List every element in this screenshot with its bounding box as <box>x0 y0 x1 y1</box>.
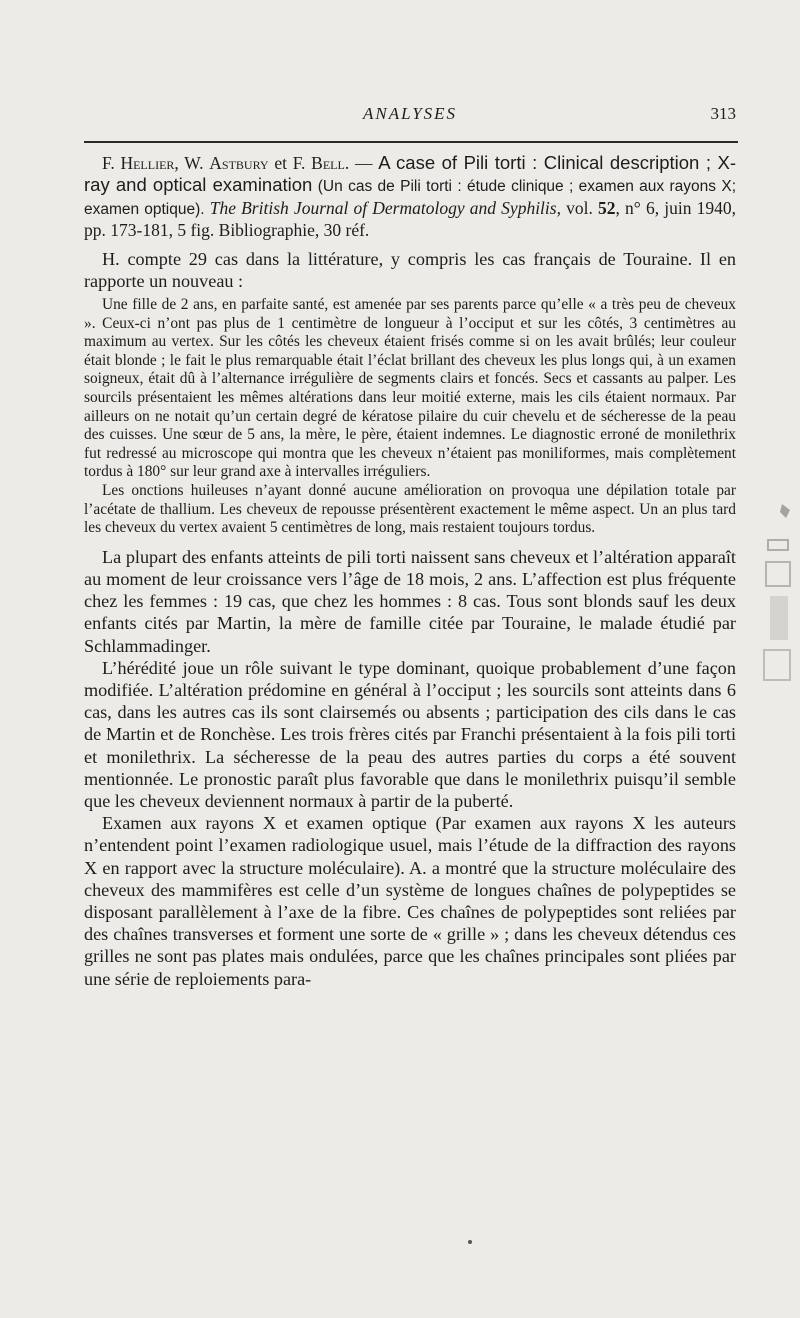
author-separator-2: et F. <box>268 153 312 173</box>
body-paragraph-2: L’hérédité joue un rôle suivant le type dominant, quoique probablement d’une façon modifiée. L’altération prédomine en général à l’occiput ; les sourcils sont atteints dans 6 cas, dans les autres cas ils sont clairsemés ou absents ; participation des cils dans le cas de Martin et de Ronchèse. Les trois frères cités par Franchi présentaient à la fois pili torti et monilethrix. La sécheresse de la peau des autres parties du corps a été souvent mentionnée. Le pronostic paraît plus favorable que dans le monilethrix puisqu’il semble que les cheveux deviennent normaux à partir de la puberté. <box>84 657 736 811</box>
body-paragraph-3: Examen aux rayons X et examen optique (Par examen aux rayons X les auteurs n’entendent point l’examen radiologique usuel, mais l’étude de la diffraction des rayons X en rapport avec la structure moléculaire). A. a montré que la structure moléculaire des cheveux des mammifères est celle d’un système de longues chaînes de polypeptides se disposant parallèlement à l’axe de la fibre. Ces chaînes de polypeptides sont reliées par des chaînes transverses et forment une sorte de « grille » ; dans les cheveux détendus ces grilles ne sont pas plates mais ondulées, parce que les chaînes principales sont pliées par une série de reploiements para- <box>84 813 736 989</box>
author-initial-1: F. <box>102 153 121 173</box>
library-stamp <box>760 500 796 690</box>
page-number: 313 <box>710 104 736 123</box>
bibliographic-reference <box>84 152 736 242</box>
running-title: ANALYSES <box>362 104 458 123</box>
author-hellier: Hellier <box>120 153 175 173</box>
header-rule <box>84 141 738 143</box>
english-title: A case of Pili torti : Clinical description ; X-ray and optical examination <box>84 152 737 196</box>
ink-speck <box>468 1240 472 1244</box>
volume-number: 52 <box>598 197 616 218</box>
journal-name: The British Journal of Dermatology and Syphilis, <box>209 197 561 218</box>
author-separator-1: , W. <box>174 153 210 173</box>
case-paragraph-2: Les onctions huileuses n’ayant donné aucune amélioration on provoqua une dépilation totale par l’acétate de thallium. Les cheveux de repousse présentèrent exactement le même aspect. Un an plus tard les cheveux du vertex avaient 5 centimètres de long, mais restaient toujours tordus. <box>84 481 736 537</box>
author-bell: Bell <box>311 153 345 173</box>
author-dash: . — <box>344 153 379 173</box>
french-title: (Un cas de Pili torti : étude clinique ; examen aux rayons X; examen optique). <box>84 178 737 218</box>
article-body <box>84 152 736 990</box>
volume-prefix: vol. <box>560 197 599 218</box>
case-paragraph-1: Une fille de 2 ans, en parfaite santé, est amenée par ses parents parce qu’elle « a très peu de cheveux ». Ceux-ci n’ont pas plus de 1 centimètre de longueur à l’occiput et sur les côtés, 3 centimètres au maximum au vertex. Sur les côtés les cheveux étaient frisés comme si on les avait brûlés; leur couleur était blonde ; le fait le plus remarquable était l’éclat brillant des cheveux les plus longs qui, à un examen soigneux, était dû à l’alternance irrégulière de segments clairs et foncés. Secs et cassants au palper. Les sourcils présentaient les mêmes altérations dans leur moitié externe, mais les cils étaient normaux. Par ailleurs on ne notait qu’un certain degré de kératose pilaire du cuir chevelu et de sécheresse de la peau des cuisses. Une sœur de 5 ans, la mère, le père, étaient indemnes. Le diagnostic erroné de monilethrix fut redressé au microscope qui montra que les cheveux n’étaient pas moniliformes, mais complètement tordus à 180° sur leur grand axe à intervalles irréguliers. <box>84 296 736 481</box>
page-header <box>84 104 736 134</box>
body-paragraph-1: La plupart des enfants atteints de pili torti naissent sans cheveux et l’altération apparaît au moment de leur croissance vers l’âge de 18 mois, 2 ans. L’affection est plus fréquente chez les femmes : 19 cas, que chez les hommes : 8 cas. Tous sont blonds sauf les deux enfants cités par Martin, la mère de famille citée par Touraine, le malade étudié par Schlammadinger. <box>84 546 736 656</box>
issue-details: , n° 6, juin 1940, pp. 173-181, 5 fig. Bibliographie, 30 réf. <box>84 197 736 241</box>
author-astbury: Astbury <box>209 153 269 173</box>
intro-paragraph: H. compte 29 cas dans la littérature, y compris les cas français de Touraine. Il en rapporte un nouveau : <box>84 248 736 291</box>
